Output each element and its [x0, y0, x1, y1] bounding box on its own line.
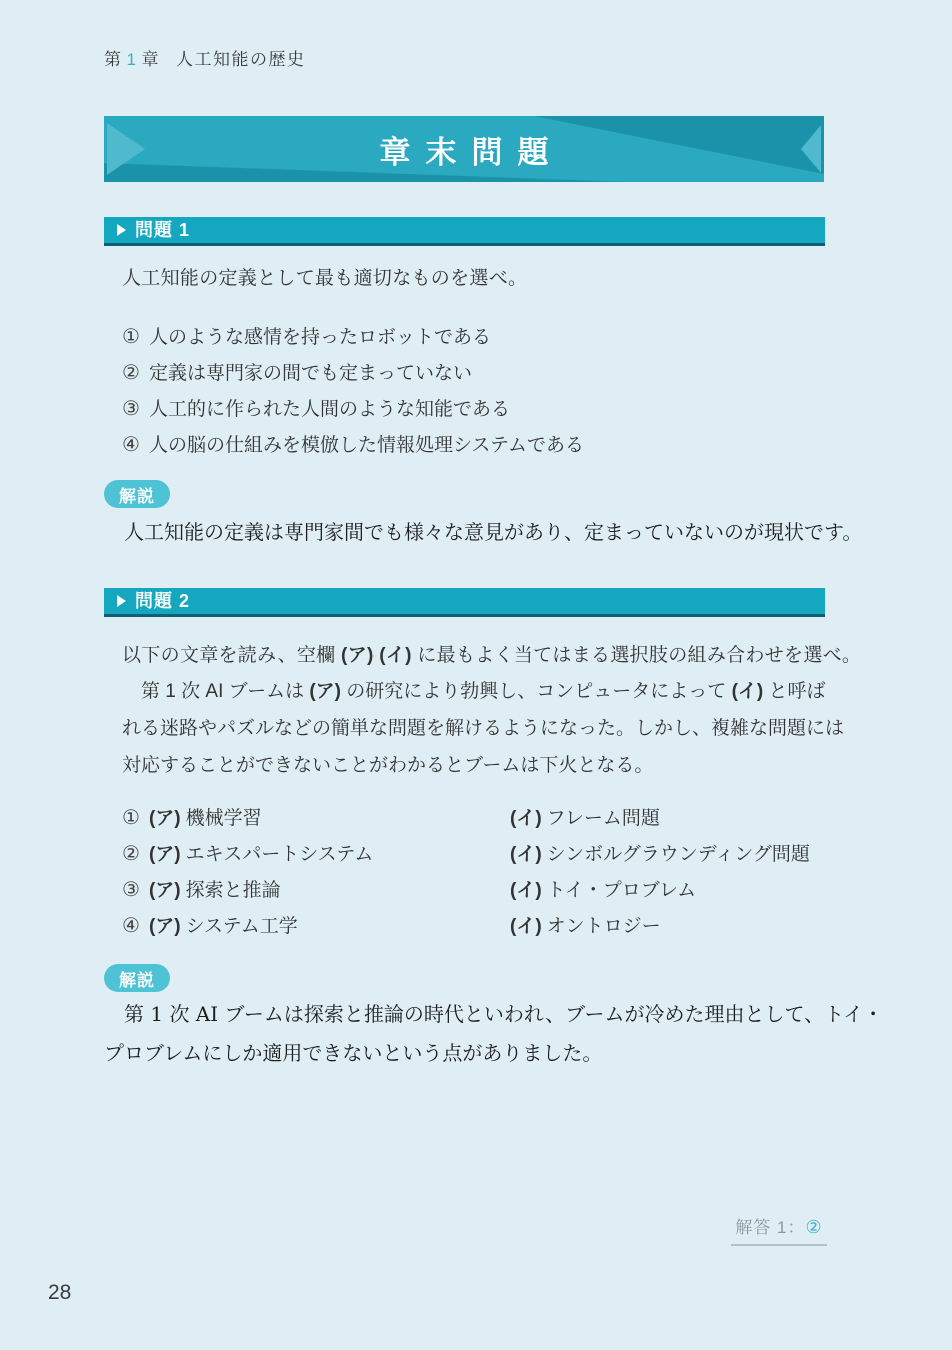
option-row: [122, 358, 584, 394]
option-text: 人のような感情を持ったロボットである: [148, 327, 491, 348]
option-text: 探索と推論: [185, 880, 281, 901]
problem-2-header-bar: [104, 588, 825, 617]
option-number: ③: [122, 879, 140, 901]
chapter-running-head: [104, 45, 305, 70]
option-row: [122, 839, 810, 875]
option-number: ①: [122, 326, 140, 348]
option-number: ②: [122, 362, 140, 384]
blank-a-label: (ア): [148, 880, 181, 901]
question-segment: に最もよく当てはまる選択肢の組み合わせを選べ。: [411, 645, 862, 666]
explanation-line: 人工知能の定義は専門家間でも様々な意見があり、定まっていないのが現状です。: [104, 520, 863, 544]
option-choice-a: [122, 803, 510, 830]
option-text: オントロジー: [546, 916, 661, 937]
arrow-right-icon: [117, 595, 126, 607]
chapter-number: 1: [126, 50, 138, 69]
passage-line: 対応することができないことがわかるとブームは下火となる。: [122, 755, 654, 776]
option-number: ②: [122, 843, 140, 865]
blank-a-label: (ア): [148, 916, 181, 937]
explanation-badge: 解説: [104, 964, 170, 992]
option-text: シンボルグラウンディング問題: [546, 844, 810, 865]
blank-b-label: (イ): [510, 808, 542, 829]
option-number: ④: [122, 915, 140, 937]
blank-a-label: (ア): [309, 681, 341, 702]
option-choice-b: [510, 839, 810, 866]
chapter-end-banner: [104, 116, 824, 182]
explanation-line: プロブレムにしか適用できないという点がありました。: [104, 1041, 603, 1065]
blank-b-label: (イ): [510, 916, 542, 937]
problem-2-explanation: [104, 995, 884, 1073]
option-number: ④: [122, 434, 140, 456]
answer-value: ②: [805, 1217, 823, 1237]
option-text: 人の脳の仕組みを模倣した情報処理システムである: [148, 435, 585, 456]
option-text: 定義は専門家の間でも定まっていない: [148, 363, 472, 384]
problem-1-options: [122, 322, 584, 466]
banner-title: 章末問題: [379, 134, 564, 170]
option-text: トイ・プロブレム: [546, 880, 697, 901]
option-choice-b: [510, 911, 661, 938]
option-row: [122, 394, 584, 430]
chapter-suffix: 章: [141, 50, 160, 69]
blank-a-label: (ア): [148, 808, 181, 829]
option-number: ③: [122, 398, 140, 420]
option-choice-b: [510, 803, 660, 830]
problem-2-passage: [122, 673, 845, 784]
blank-b-label: (イ): [510, 844, 542, 865]
problem-1-question: 人工知能の定義として最も適切なものを選べ。: [122, 268, 528, 289]
explanation-badge: 解説: [104, 480, 170, 508]
blank-b-label: (イ): [510, 880, 542, 901]
passage-line: [122, 673, 834, 710]
page-number: 28: [48, 1281, 72, 1304]
chapter-prefix: 第: [104, 50, 123, 69]
option-choice-a: [122, 875, 510, 902]
problem-2-question: [122, 640, 861, 667]
option-text: フレーム問題: [546, 808, 660, 829]
option-row: [122, 875, 810, 911]
option-text: エキスパートシステム: [185, 844, 374, 865]
option-row: [122, 911, 810, 947]
option-choice-a: [122, 911, 510, 938]
passage-segment: 第 1 次 AI ブームは: [122, 681, 310, 702]
option-number: ①: [122, 807, 140, 829]
problem-2-options: [122, 803, 810, 947]
blank-b-label: (イ): [379, 645, 412, 666]
option-choice-b: [510, 875, 696, 902]
blank-b-label: (イ): [731, 681, 764, 702]
question-segment: 以下の文章を読み、空欄: [122, 645, 342, 666]
problem-1-header-bar: [104, 217, 825, 246]
answer-footnote: [731, 1213, 827, 1246]
chapter-title: 人工知能の歴史: [175, 50, 306, 69]
option-text: 機械学習: [185, 808, 262, 829]
problem-2-label: 問題 2: [135, 591, 191, 611]
passage-line: れる迷路やパズルなどの簡単な問題を解けるようになった。しかし、複雑な問題には: [122, 718, 845, 739]
option-row: [122, 803, 810, 839]
passage-segment: の研究により勃興し、コンピュータによって: [341, 681, 732, 702]
passage-segment: と呼ば: [763, 681, 826, 702]
option-choice-a: [122, 839, 510, 866]
answer-label: 解答 1：: [735, 1218, 806, 1237]
blank-a-label: (ア): [148, 844, 181, 865]
problem-1-explanation: [104, 513, 863, 552]
option-row: [122, 430, 584, 466]
arrow-right-icon: [117, 224, 126, 236]
problem-1-label: 問題 1: [135, 220, 191, 240]
option-row: [122, 322, 584, 358]
option-text: システム工学: [185, 916, 298, 937]
blank-a-label: (ア): [341, 645, 374, 666]
explanation-line: 第 1 次 AI ブームは探索と推論の時代といわれ、ブームが冷めた理由として、トイ・: [104, 1002, 884, 1026]
option-text: 人工的に作られた人間のような知能である: [148, 399, 510, 420]
